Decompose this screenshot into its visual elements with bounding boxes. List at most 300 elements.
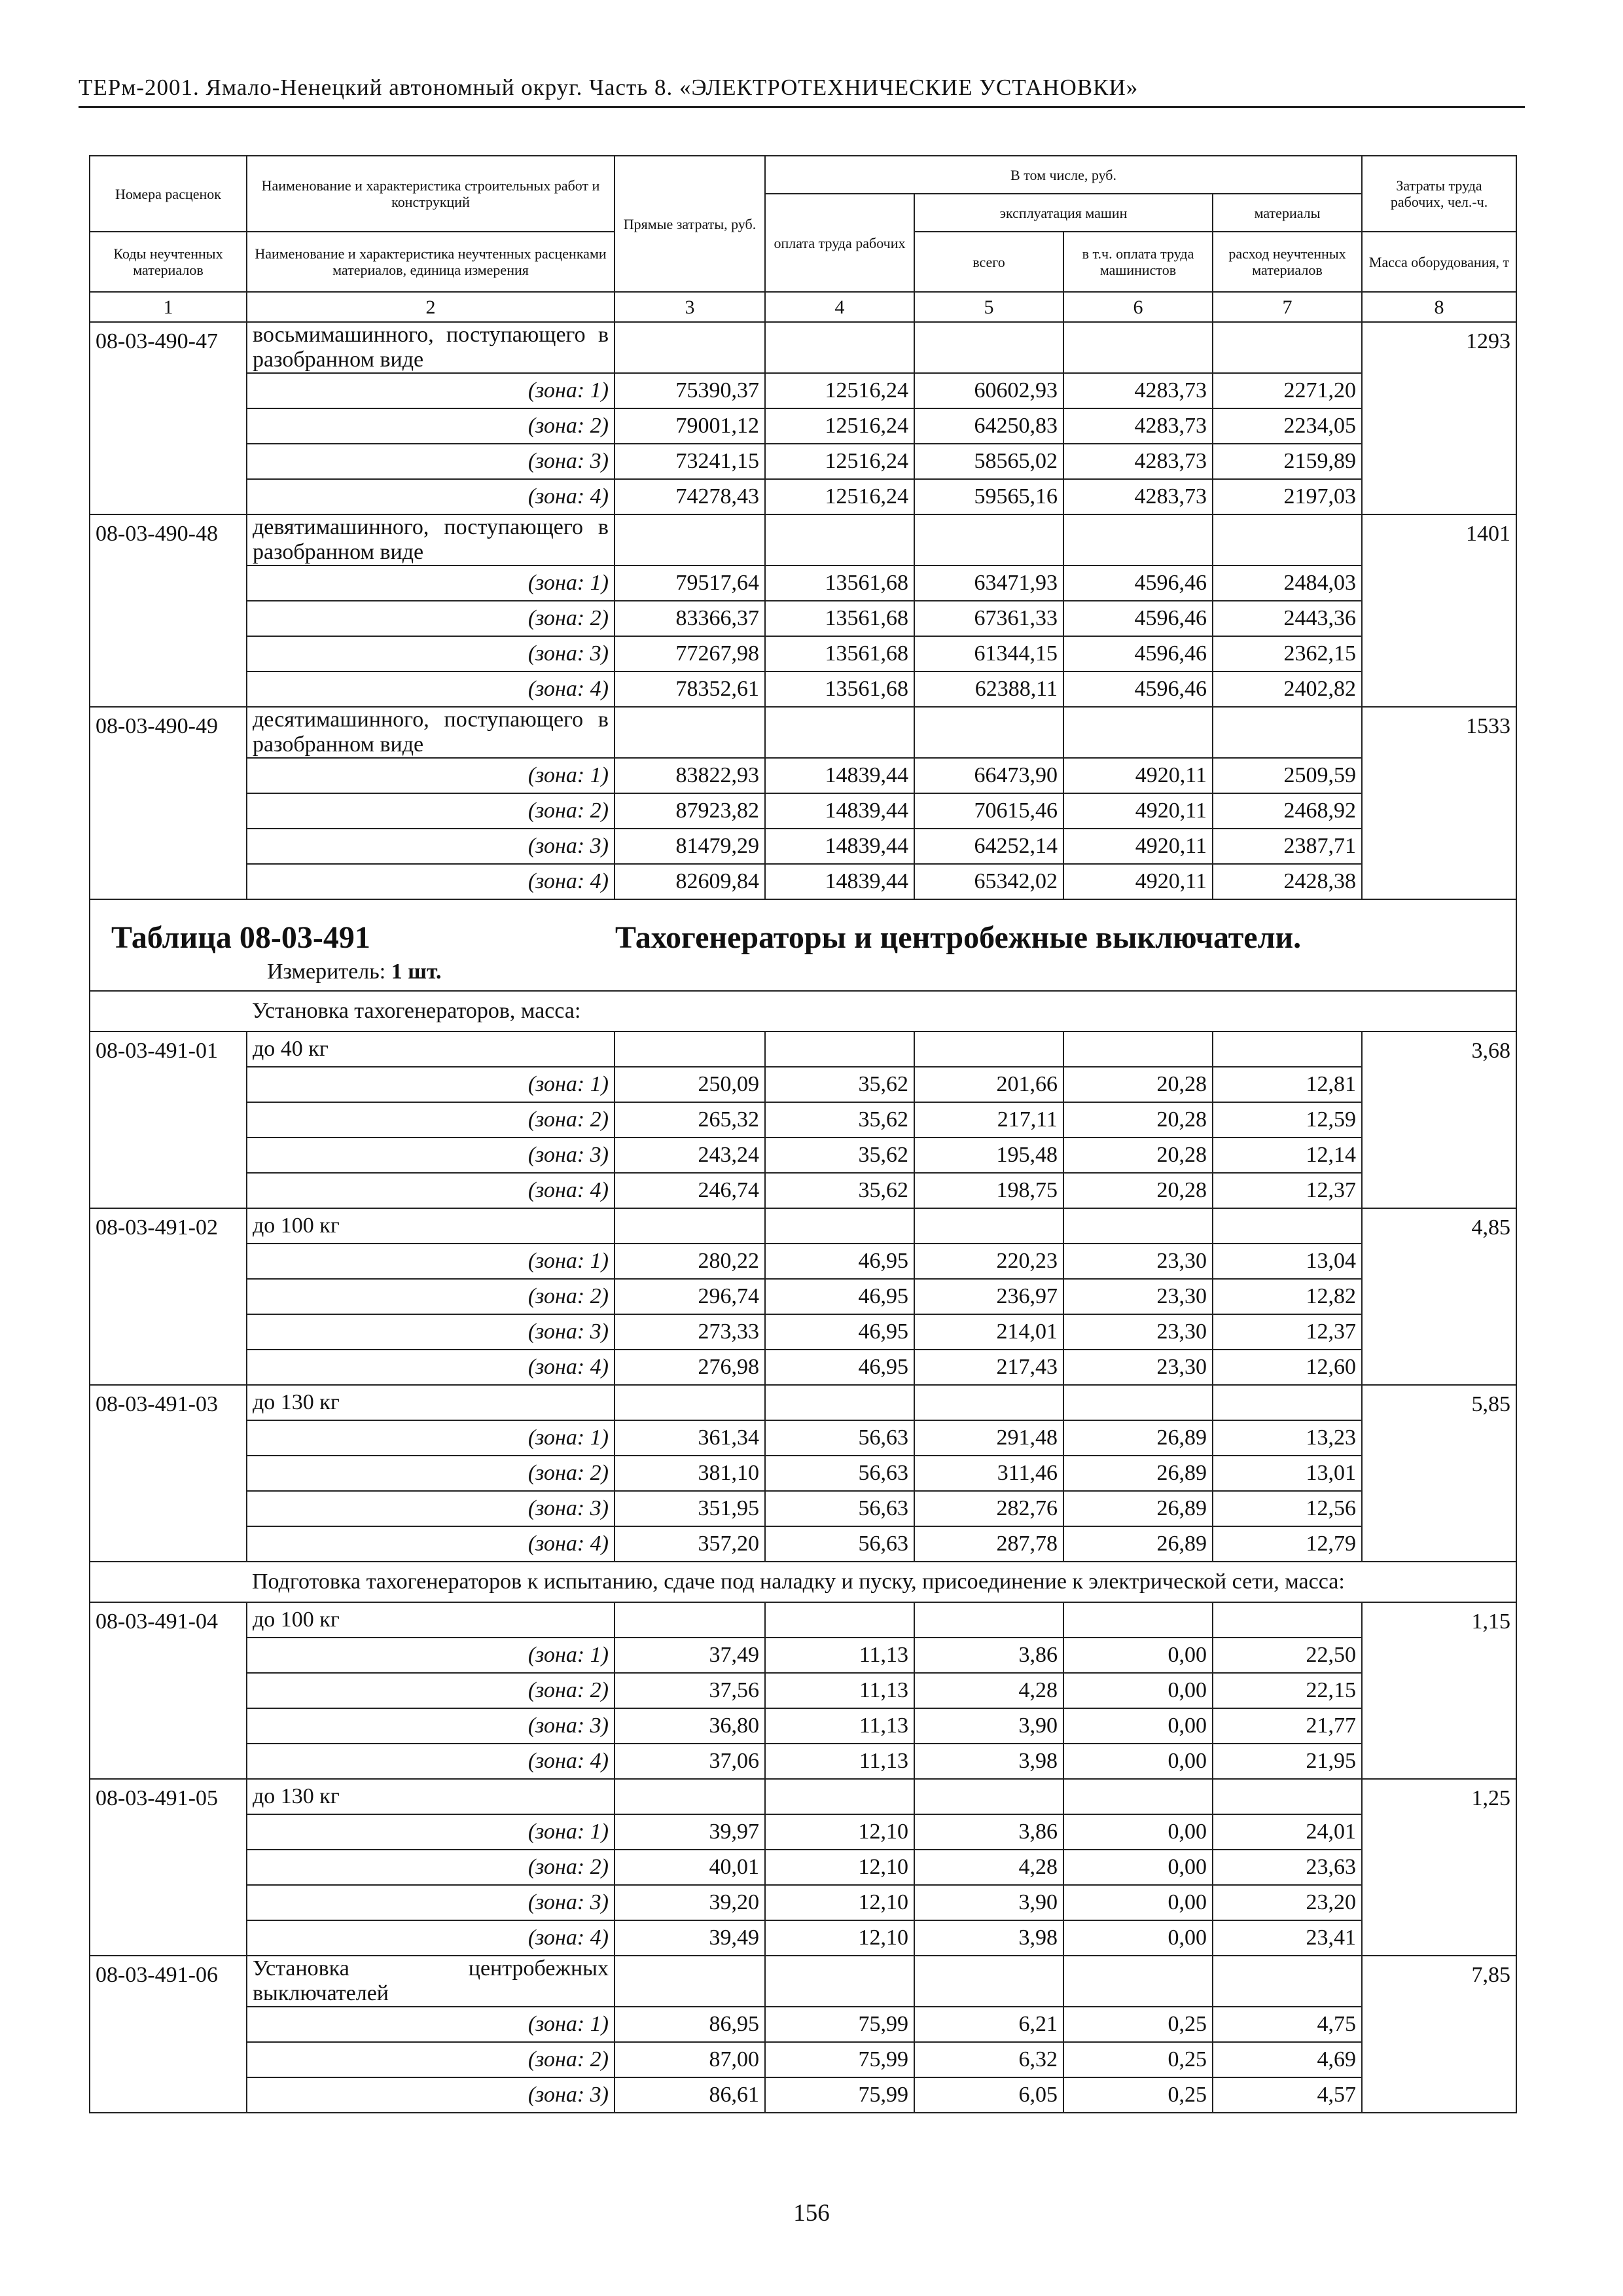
work-name: до 130 кг	[247, 1385, 615, 1420]
zone-label: (зона: 2)	[247, 408, 615, 444]
cost-value: 13561,68	[765, 565, 914, 601]
rate-code: 08-03-491-02	[90, 1208, 247, 1385]
cost-value: 12,59	[1213, 1102, 1362, 1138]
labor-mass: 5,85	[1362, 1385, 1516, 1562]
rate-code: 08-03-490-47	[90, 322, 247, 514]
zone-label: (зона: 1)	[247, 2007, 615, 2042]
measure-label: Измеритель:	[267, 960, 386, 984]
zone-row	[90, 1850, 1516, 1885]
zone-row	[90, 444, 1516, 479]
col1-bottom-header: Коды неучтенных материалов	[90, 232, 247, 292]
cost-value: 63471,93	[914, 565, 1063, 601]
cost-value: 81479,29	[615, 829, 765, 864]
cost-value: 20,28	[1063, 1067, 1213, 1102]
cost-value: 12,56	[1213, 1491, 1362, 1526]
table-number: Таблица 08-03-491	[111, 920, 370, 955]
work-name: восьмимашинного, поступающего в разобранном виде	[247, 322, 615, 373]
cost-value: 2387,71	[1213, 829, 1362, 864]
zone-row	[90, 1173, 1516, 1208]
table-body-491-a	[90, 1031, 1516, 1562]
rate-header-row	[90, 322, 1516, 373]
cost-value: 3,86	[914, 1814, 1063, 1850]
cost-value: 66473,90	[914, 758, 1063, 793]
cost-value: 58565,02	[914, 444, 1063, 479]
cost-value: 4920,11	[1063, 829, 1213, 864]
col-number: 2	[247, 292, 615, 322]
cost-value: 11,13	[765, 1708, 914, 1744]
rate-code: 08-03-491-03	[90, 1385, 247, 1562]
zone-row	[90, 829, 1516, 864]
cost-value: 12,10	[765, 1920, 914, 1956]
cost-value: 361,34	[615, 1420, 765, 1456]
cost-value: 2484,03	[1213, 565, 1362, 601]
cost-value: 236,97	[914, 1279, 1063, 1314]
cost-value: 22,50	[1213, 1638, 1362, 1673]
cost-value: 273,33	[615, 1314, 765, 1350]
cost-value: 4920,11	[1063, 758, 1213, 793]
zone-label: (зона: 1)	[247, 565, 615, 601]
empty-cell	[615, 1956, 765, 2007]
cost-value: 381,10	[615, 1456, 765, 1491]
zone-row	[90, 1138, 1516, 1173]
empty-cell	[1063, 707, 1213, 758]
table-body-491-b	[90, 1602, 1516, 2113]
empty-cell	[1213, 1385, 1362, 1420]
cost-value: 14839,44	[765, 829, 914, 864]
labor-mass: 1293	[1362, 322, 1516, 514]
machines-header: эксплуатация машин	[914, 194, 1213, 232]
cost-value: 20,28	[1063, 1173, 1213, 1208]
measure-line	[103, 959, 1503, 985]
rate-header-row	[90, 1208, 1516, 1244]
col-number: 1	[90, 292, 247, 322]
zone-label: (зона: 3)	[247, 1138, 615, 1173]
col8-bottom-header: Масса оборудования, т	[1362, 232, 1516, 292]
empty-cell	[1213, 1779, 1362, 1814]
col4-header: оплата труда рабочих	[765, 194, 914, 292]
cost-value: 280,22	[615, 1244, 765, 1279]
cost-value: 36,80	[615, 1708, 765, 1744]
cost-value: 2509,59	[1213, 758, 1362, 793]
cost-value: 0,00	[1063, 1708, 1213, 1744]
cost-value: 78352,61	[615, 672, 765, 707]
cost-value: 61344,15	[914, 636, 1063, 672]
cost-value: 39,20	[615, 1885, 765, 1920]
cost-value: 4596,46	[1063, 636, 1213, 672]
zone-label: (зона: 1)	[247, 758, 615, 793]
cost-value: 87923,82	[615, 793, 765, 829]
cost-value: 67361,33	[914, 601, 1063, 636]
zone-label: (зона: 2)	[247, 793, 615, 829]
cost-value: 265,32	[615, 1102, 765, 1138]
rate-code: 08-03-490-48	[90, 514, 247, 707]
cost-value: 35,62	[765, 1102, 914, 1138]
rate-code: 08-03-491-04	[90, 1602, 247, 1779]
zone-label: (зона: 1)	[247, 373, 615, 408]
rate-header-row	[90, 1779, 1516, 1814]
col-number: 4	[765, 292, 914, 322]
empty-cell	[1213, 1031, 1362, 1067]
zone-label: (зона: 1)	[247, 1814, 615, 1850]
section-heading: Установка тахогенераторов, масса:	[247, 991, 1516, 1031]
empty-cell	[1063, 1031, 1213, 1067]
empty-cell	[765, 322, 914, 373]
zone-row	[90, 1885, 1516, 1920]
zone-row	[90, 2007, 1516, 2042]
table-body-490	[90, 322, 1516, 899]
cost-value: 14839,44	[765, 758, 914, 793]
cost-value: 4,28	[914, 1673, 1063, 1708]
cost-value: 2197,03	[1213, 479, 1362, 514]
empty-cell	[1063, 1602, 1213, 1638]
empty-cell	[914, 514, 1063, 565]
cost-value: 35,62	[765, 1138, 914, 1173]
cost-value: 2468,92	[1213, 793, 1362, 829]
empty-cell	[765, 1956, 914, 2007]
measure-value: 1 шт.	[391, 960, 442, 984]
zone-row	[90, 2077, 1516, 2113]
cost-value: 12,10	[765, 1814, 914, 1850]
cost-value: 37,49	[615, 1638, 765, 1673]
zone-label: (зона: 3)	[247, 1885, 615, 1920]
work-name: до 100 кг	[247, 1208, 615, 1244]
zone-row	[90, 1350, 1516, 1385]
empty-cell	[1213, 1208, 1362, 1244]
zone-label: (зона: 2)	[247, 2042, 615, 2077]
cost-value: 4283,73	[1063, 373, 1213, 408]
cost-value: 12,10	[765, 1885, 914, 1920]
cost-value: 276,98	[615, 1350, 765, 1385]
zone-label: (зона: 1)	[247, 1638, 615, 1673]
cost-value: 3,86	[914, 1638, 1063, 1673]
empty-cell	[1063, 1208, 1213, 1244]
zone-row	[90, 1673, 1516, 1708]
zone-label: (зона: 3)	[247, 444, 615, 479]
zone-label: (зона: 2)	[247, 1673, 615, 1708]
cost-value: 56,63	[765, 1456, 914, 1491]
table-header	[90, 156, 1516, 322]
table-name: Тахогенераторы и центробежные выключатели.	[615, 920, 1302, 955]
cost-value: 12516,24	[765, 444, 914, 479]
zone-label: (зона: 3)	[247, 636, 615, 672]
rate-code: 08-03-491-01	[90, 1031, 247, 1208]
zone-row	[90, 601, 1516, 636]
cost-value: 243,24	[615, 1138, 765, 1173]
header-rule	[79, 106, 1525, 108]
empty-cell	[615, 514, 765, 565]
cost-value: 46,95	[765, 1314, 914, 1350]
cost-value: 217,11	[914, 1102, 1063, 1138]
zone-label: (зона: 2)	[247, 1456, 615, 1491]
cost-value: 11,13	[765, 1673, 914, 1708]
zone-row	[90, 2042, 1516, 2077]
empty-cell	[765, 1779, 914, 1814]
empty-cell	[914, 1779, 1063, 1814]
labor-mass: 1533	[1362, 707, 1516, 899]
cost-value: 35,62	[765, 1067, 914, 1102]
cost-value: 287,78	[914, 1526, 1063, 1562]
cost-value: 6,05	[914, 2077, 1063, 2113]
cost-value: 4596,46	[1063, 565, 1213, 601]
labor-mass: 3,68	[1362, 1031, 1516, 1208]
cost-value: 75,99	[765, 2007, 914, 2042]
empty-cell	[615, 1385, 765, 1420]
empty-cell	[615, 322, 765, 373]
empty-cell	[615, 1602, 765, 1638]
cost-value: 0,00	[1063, 1673, 1213, 1708]
cost-value: 46,95	[765, 1279, 914, 1314]
empty-cell	[914, 707, 1063, 758]
empty-cell	[1063, 1385, 1213, 1420]
zone-label: (зона: 4)	[247, 864, 615, 899]
cost-value: 65342,02	[914, 864, 1063, 899]
empty-cell	[765, 1385, 914, 1420]
cost-value: 12,10	[765, 1850, 914, 1885]
rates-table	[89, 155, 1517, 2113]
cost-value: 46,95	[765, 1244, 914, 1279]
zone-row	[90, 1279, 1516, 1314]
work-name: до 40 кг	[247, 1031, 615, 1067]
zone-label: (зона: 1)	[247, 1067, 615, 1102]
cost-value: 246,74	[615, 1173, 765, 1208]
col-number: 5	[914, 292, 1063, 322]
zone-label: (зона: 4)	[247, 1173, 615, 1208]
cost-value: 64252,14	[914, 829, 1063, 864]
running-header: ТЕРм-2001. Ямало-Ненецкий автономный округ. Часть 8. «ЭЛЕКТРОТЕХНИЧЕСКИЕ УСТАНОВКИ»	[79, 75, 1139, 100]
cost-value: 2234,05	[1213, 408, 1362, 444]
cost-value: 40,01	[615, 1850, 765, 1885]
page-number: 156	[793, 2200, 830, 2227]
empty-cell	[1063, 1779, 1213, 1814]
incl-header: В том числе, руб.	[765, 156, 1362, 194]
cost-value: 83366,37	[615, 601, 765, 636]
rate-header-row	[90, 1602, 1516, 1638]
cost-value: 12516,24	[765, 479, 914, 514]
zone-row	[90, 1638, 1516, 1673]
cost-value: 20,28	[1063, 1102, 1213, 1138]
cost-value: 0,00	[1063, 1744, 1213, 1779]
zone-label: (зона: 3)	[247, 2077, 615, 2113]
cost-value: 35,62	[765, 1173, 914, 1208]
cost-value: 13561,68	[765, 601, 914, 636]
cost-value: 0,00	[1063, 1850, 1213, 1885]
col8-top-header: Затраты труда рабочих, чел.-ч.	[1362, 156, 1516, 232]
cost-value: 296,74	[615, 1279, 765, 1314]
cost-value: 0,00	[1063, 1920, 1213, 1956]
empty-cell	[914, 1208, 1063, 1244]
cost-value: 74278,43	[615, 479, 765, 514]
cost-value: 250,09	[615, 1067, 765, 1102]
zone-row	[90, 1526, 1516, 1562]
zone-label: (зона: 3)	[247, 1491, 615, 1526]
cost-value: 4,75	[1213, 2007, 1362, 2042]
empty-cell	[1213, 322, 1362, 373]
col5-header: всего	[914, 232, 1063, 292]
table-title-block	[90, 899, 1516, 1031]
cost-value: 0,25	[1063, 2007, 1213, 2042]
cost-value: 4,69	[1213, 2042, 1362, 2077]
rate-header-row	[90, 1956, 1516, 2007]
labor-mass: 4,85	[1362, 1208, 1516, 1385]
cost-value: 13,04	[1213, 1244, 1362, 1279]
cost-value: 6,32	[914, 2042, 1063, 2077]
cost-value: 0,00	[1063, 1885, 1213, 1920]
zone-row	[90, 1420, 1516, 1456]
labor-mass: 1401	[1362, 514, 1516, 707]
cost-value: 62388,11	[914, 672, 1063, 707]
cost-value: 4283,73	[1063, 408, 1213, 444]
zone-row	[90, 864, 1516, 899]
zone-row	[90, 1708, 1516, 1744]
empty-cell	[615, 1208, 765, 1244]
cost-value: 282,76	[914, 1491, 1063, 1526]
zone-label: (зона: 4)	[247, 1526, 615, 1562]
zone-label: (зона: 4)	[247, 1744, 615, 1779]
zone-row	[90, 636, 1516, 672]
cost-value: 83822,93	[615, 758, 765, 793]
zone-label: (зона: 2)	[247, 601, 615, 636]
cost-value: 4283,73	[1063, 479, 1213, 514]
cost-value: 12,82	[1213, 1279, 1362, 1314]
empty-cell	[765, 514, 914, 565]
cost-value: 79517,64	[615, 565, 765, 601]
rate-code: 08-03-491-06	[90, 1956, 247, 2113]
cost-value: 75,99	[765, 2077, 914, 2113]
cost-value: 6,21	[914, 2007, 1063, 2042]
cost-value: 75,99	[765, 2042, 914, 2077]
cost-value: 4920,11	[1063, 793, 1213, 829]
cost-value: 12516,24	[765, 408, 914, 444]
cost-value: 23,63	[1213, 1850, 1362, 1885]
cost-value: 3,98	[914, 1920, 1063, 1956]
cost-value: 12,37	[1213, 1314, 1362, 1350]
col2-top-header: Наименование и характеристика строительных работ и конструкций	[247, 156, 615, 232]
zone-row	[90, 373, 1516, 408]
col3-header: Прямые затраты, руб.	[615, 156, 765, 292]
cost-value: 23,30	[1063, 1244, 1213, 1279]
empty-cell	[914, 1385, 1063, 1420]
col2-bottom-header: Наименование и характеристика неучтенных расценками материалов, единица измерения	[247, 232, 615, 292]
empty-cell	[914, 1602, 1063, 1638]
col6-header: в т.ч. оплата труда машинистов	[1063, 232, 1213, 292]
rate-header-row	[90, 707, 1516, 758]
cost-value: 12,79	[1213, 1526, 1362, 1562]
cost-value: 23,20	[1213, 1885, 1362, 1920]
cost-value: 2428,38	[1213, 864, 1362, 899]
col7-header: расход неучтенных материалов	[1213, 232, 1362, 292]
cost-value: 82609,84	[615, 864, 765, 899]
cost-value: 220,23	[914, 1244, 1063, 1279]
cost-value: 14839,44	[765, 793, 914, 829]
cost-value: 86,95	[615, 2007, 765, 2042]
cost-value: 13,01	[1213, 1456, 1362, 1491]
materials-header: материалы	[1213, 194, 1362, 232]
work-name: Установка центробежных выключателей	[247, 1956, 615, 2007]
zone-label: (зона: 1)	[247, 1420, 615, 1456]
cost-value: 198,75	[914, 1173, 1063, 1208]
cost-value: 12,14	[1213, 1138, 1362, 1173]
empty-cell	[765, 1208, 914, 1244]
col-number: 3	[615, 292, 765, 322]
cost-value: 12516,24	[765, 373, 914, 408]
empty-cell	[1213, 1956, 1362, 2007]
zone-label: (зона: 4)	[247, 1920, 615, 1956]
cost-value: 39,49	[615, 1920, 765, 1956]
cost-value: 2443,36	[1213, 601, 1362, 636]
cost-value: 26,89	[1063, 1526, 1213, 1562]
cost-value: 3,90	[914, 1885, 1063, 1920]
col1-top-header: Номера расценок	[90, 156, 247, 232]
cost-value: 311,46	[914, 1456, 1063, 1491]
zone-row	[90, 565, 1516, 601]
cost-value: 56,63	[765, 1420, 914, 1456]
cost-value: 39,97	[615, 1814, 765, 1850]
col-number: 8	[1362, 292, 1516, 322]
zone-label: (зона: 3)	[247, 1314, 615, 1350]
table-title-cell	[90, 899, 1516, 991]
empty-cell	[615, 707, 765, 758]
rate-header-row	[90, 1031, 1516, 1067]
cost-value: 217,43	[914, 1350, 1063, 1385]
zone-row	[90, 1456, 1516, 1491]
zone-row	[90, 1920, 1516, 1956]
cost-value: 22,15	[1213, 1673, 1362, 1708]
cost-value: 64250,83	[914, 408, 1063, 444]
zone-label: (зона: 4)	[247, 479, 615, 514]
cost-value: 13,23	[1213, 1420, 1362, 1456]
cost-value: 0,25	[1063, 2077, 1213, 2113]
cost-value: 26,89	[1063, 1456, 1213, 1491]
empty-cell	[1063, 322, 1213, 373]
zone-row	[90, 1491, 1516, 1526]
cost-value: 12,37	[1213, 1173, 1362, 1208]
empty-cell	[1213, 514, 1362, 565]
zone-label: (зона: 3)	[247, 1708, 615, 1744]
cost-value: 73241,15	[615, 444, 765, 479]
cost-value: 37,56	[615, 1673, 765, 1708]
cost-value: 56,63	[765, 1526, 914, 1562]
cost-value: 4596,46	[1063, 672, 1213, 707]
cost-value: 11,13	[765, 1744, 914, 1779]
zone-row	[90, 1244, 1516, 1279]
labor-mass: 1,15	[1362, 1602, 1516, 1779]
work-name: до 130 кг	[247, 1779, 615, 1814]
labor-mass: 1,25	[1362, 1779, 1516, 1956]
cost-value: 60602,93	[914, 373, 1063, 408]
cost-value: 2271,20	[1213, 373, 1362, 408]
cost-value: 291,48	[914, 1420, 1063, 1456]
cost-value: 79001,12	[615, 408, 765, 444]
labor-mass: 7,85	[1362, 1956, 1516, 2113]
cost-value: 4,57	[1213, 2077, 1362, 2113]
zone-label: (зона: 4)	[247, 672, 615, 707]
zone-label: (зона: 4)	[247, 1350, 615, 1385]
zone-row	[90, 1814, 1516, 1850]
cost-value: 2402,82	[1213, 672, 1362, 707]
cost-value: 11,13	[765, 1638, 914, 1673]
cost-value: 357,20	[615, 1526, 765, 1562]
empty-cell	[615, 1779, 765, 1814]
zone-row	[90, 793, 1516, 829]
cost-value: 26,89	[1063, 1491, 1213, 1526]
empty-cell	[765, 1602, 914, 1638]
work-name: девятимашинного, поступающего в разобранном виде	[247, 514, 615, 565]
zone-label: (зона: 2)	[247, 1279, 615, 1314]
cost-value: 3,90	[914, 1708, 1063, 1744]
rate-header-row	[90, 514, 1516, 565]
rate-code: 08-03-490-49	[90, 707, 247, 899]
zone-row	[90, 479, 1516, 514]
